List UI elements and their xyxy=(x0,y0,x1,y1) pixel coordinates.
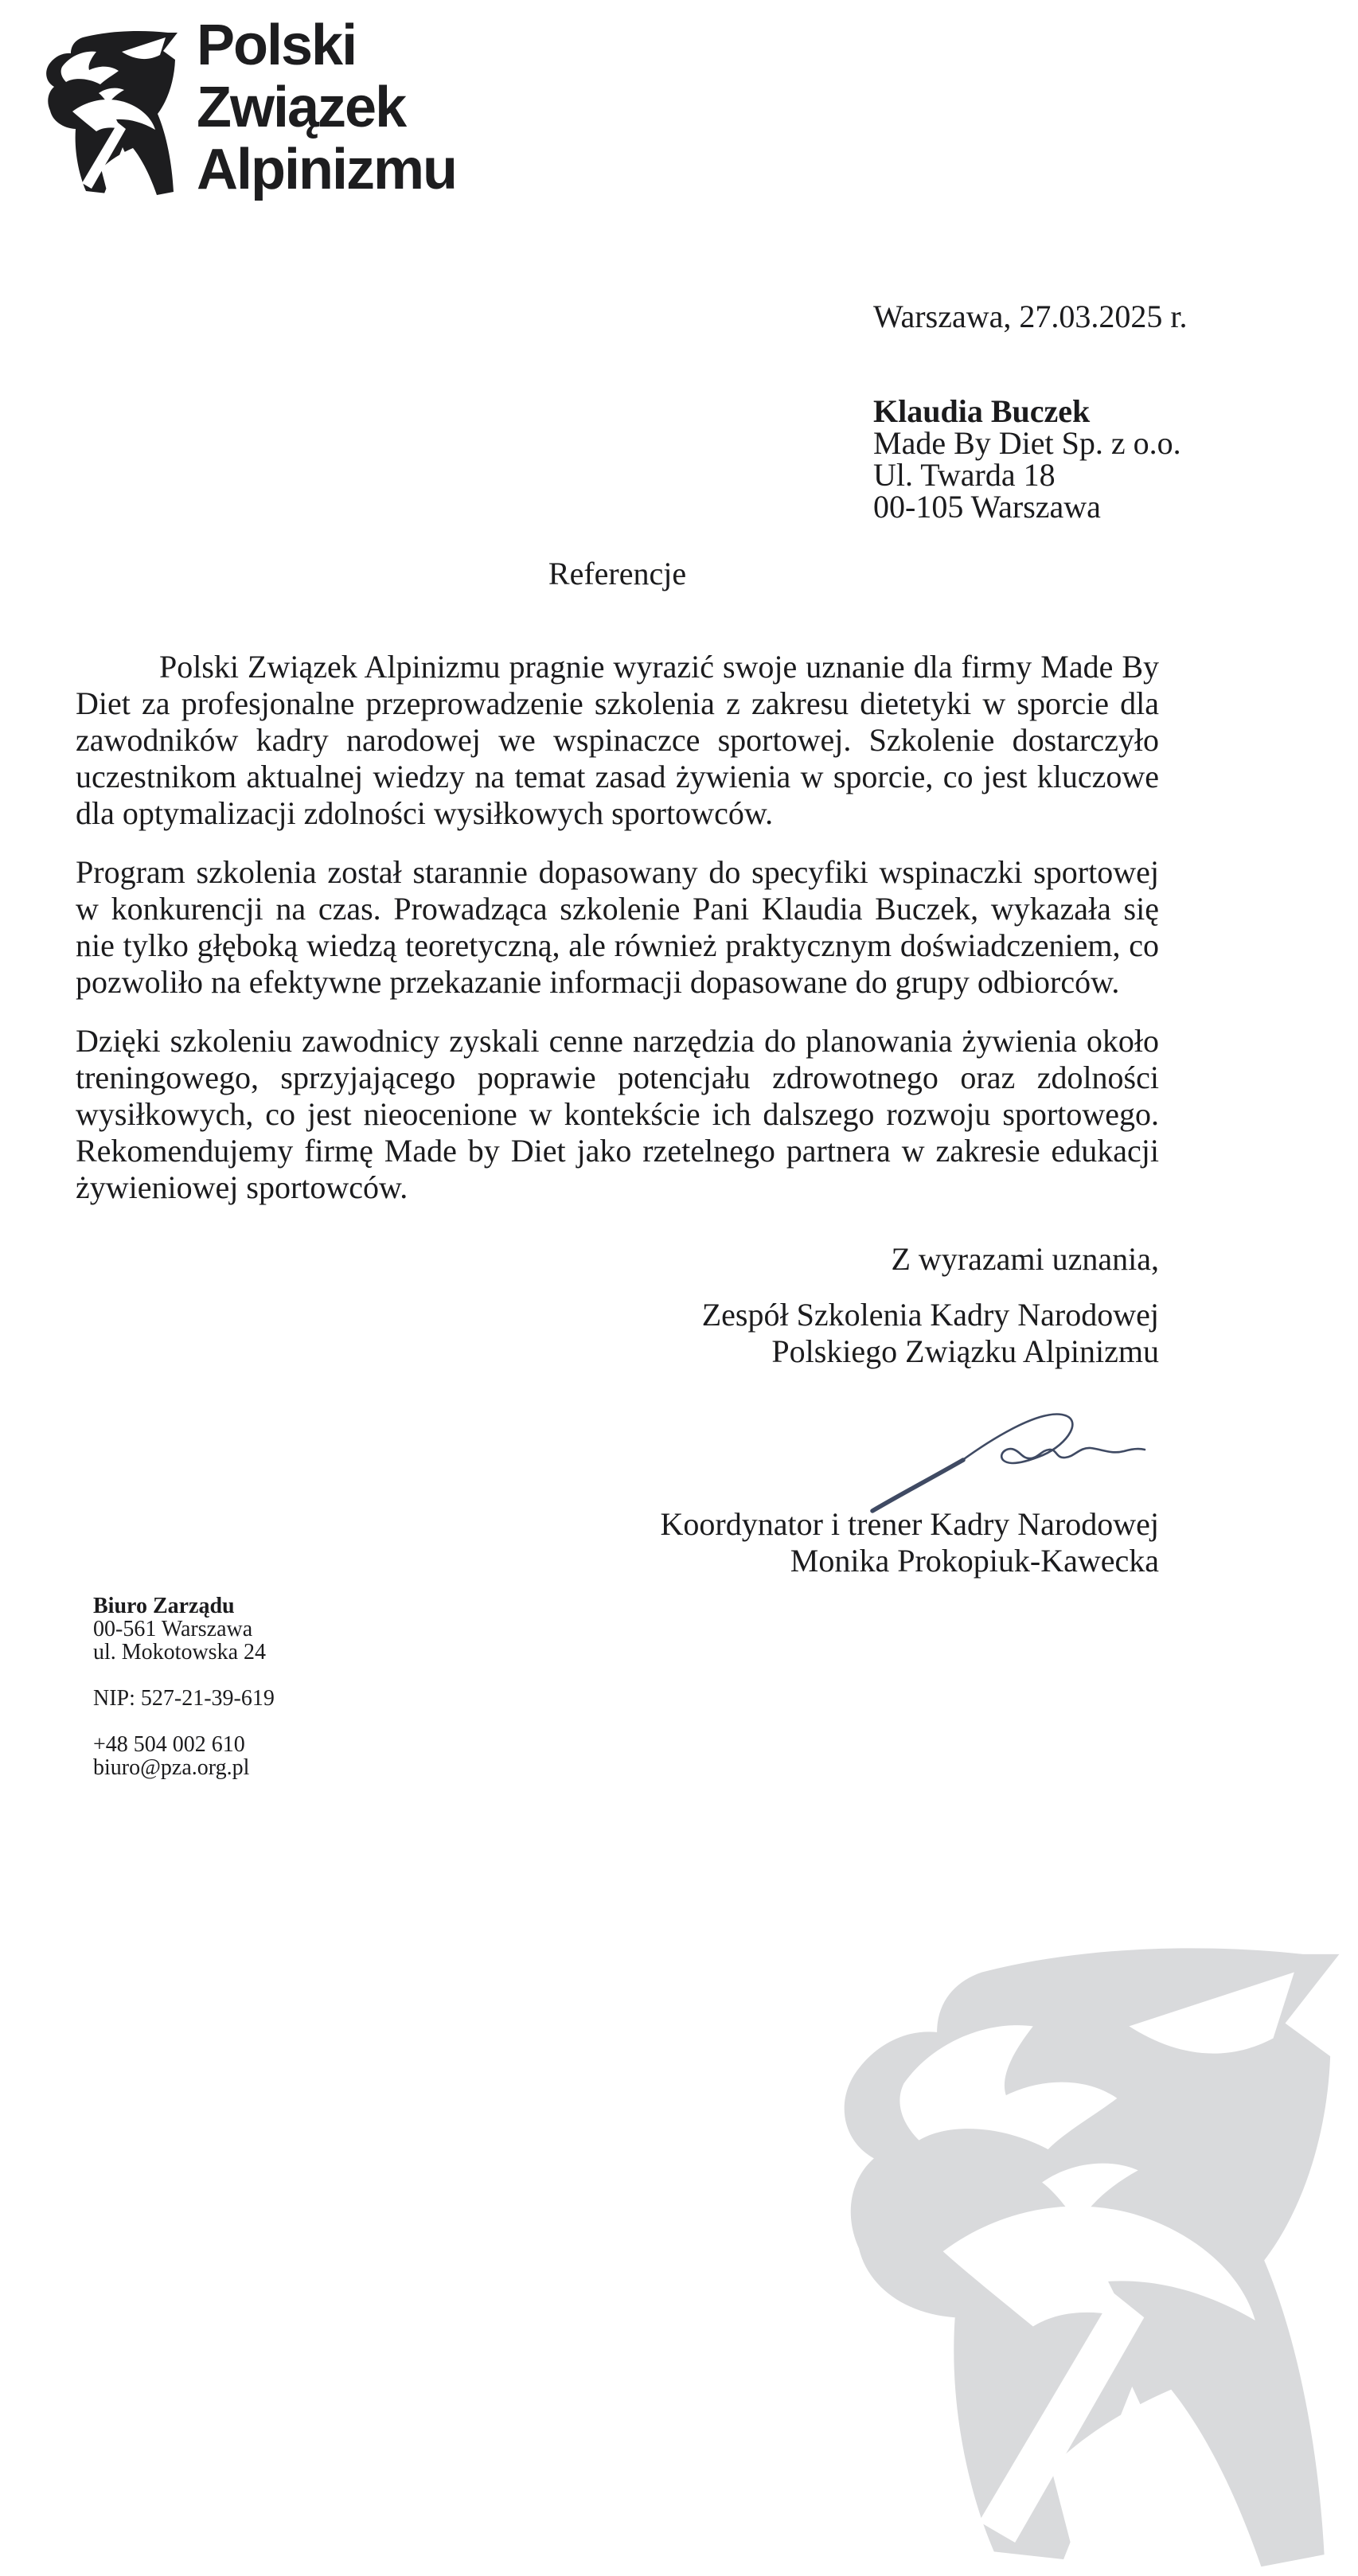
footer-postal: 00-561 Warszawa xyxy=(93,1617,253,1641)
pza-wordmark-line2: Związek xyxy=(197,76,406,139)
paragraph-2: Program szkolenia został starannie dopasowany do specyfiki wspinaczki sportowej w konkurencji na czas. Prowadząca szkolenie Pani Klaudia Buczek, wykazała się nie tylko głęboką wiedzą teoretyczną, ale również praktycznym doświadczeniem, co pozwoliło na efektywne przekazanie informacji dopasowane do grupy odbiorców. xyxy=(76,854,1159,1000)
footer-phone: +48 504 002 610 xyxy=(93,1732,245,1757)
letter-date: Warszawa, 27.03.2025 r. xyxy=(873,299,1188,334)
closing-block xyxy=(76,1241,1159,1370)
signer-block xyxy=(76,1506,1159,1579)
pza-wordmark xyxy=(197,14,456,201)
pza-wordmark-line3: Alpinizmu xyxy=(197,138,456,201)
pza-logo xyxy=(40,14,456,201)
recipient-street: Ul. Twarda 18 xyxy=(873,457,1056,493)
closing-team-line2: Polskiego Związku Alpinizmu xyxy=(771,1333,1159,1369)
signer-name: Monika Prokopiuk-Kawecka xyxy=(790,1543,1159,1579)
footer-email: biuro@pza.org.pl xyxy=(93,1755,250,1780)
footer-contact-group xyxy=(93,1733,275,1779)
handwritten-signature xyxy=(866,1406,1149,1519)
closing-salutation: Z wyrazami uznania, xyxy=(891,1241,1159,1277)
signer-role: Koordynator i trener Kadry Narodowej xyxy=(660,1506,1159,1542)
closing-team-line1: Zespół Szkolenia Kadry Narodowej xyxy=(701,1297,1159,1333)
footer-street: ul. Mokotowska 24 xyxy=(93,1640,266,1665)
recipient-block xyxy=(873,393,1181,525)
recipient-city: 00-105 Warszawa xyxy=(873,489,1101,525)
footer-address-group xyxy=(93,1594,275,1664)
paragraph-1: Polski Związek Alpinizmu pragnie wyrazić swoje uznanie dla firmy Made By Diet za profesjonalne przeprowadzenie szkolenia z zakresu dietetyki w sporcie dla zawodników kadry narodowej we wspinaczce sportowej. Szkolenie dostarczyło uczestnikom aktualnej wiedzy na temat zasad żywienia w sporcie, co jest kluczowe dla optymalizacji zdolności wysiłkowych sportowców. xyxy=(76,649,1159,831)
pza-logo-watermark-icon xyxy=(820,1939,1345,2576)
recipient-name: Klaudia Buczek xyxy=(873,393,1091,429)
footer-contact-block xyxy=(93,1594,275,1802)
footer-office-label: Biuro Zarządu xyxy=(93,1594,235,1618)
footer-nip: NIP: 527-21-39-619 xyxy=(93,1686,275,1711)
letter-body xyxy=(76,649,1159,1228)
pza-wordmark-line1: Polski xyxy=(197,14,357,77)
recipient-company: Made By Diet Sp. z o.o. xyxy=(873,425,1181,461)
pza-eagle-ice-axe-icon xyxy=(40,29,179,197)
paragraph-3: Dzięki szkoleniu zawodnicy zyskali cenne narzędzia do planowania żywienia około treningowego, sprzyjającego poprawie potencjału zdrowotnego oraz zdolności wysiłkowych, co jest nieocenione w kontekście ich dalszego rozwoju sportowego. Rekomendujemy firmę Made by Diet jako rzetelnego partnera w zakresie edukacji żywieniowej sportowców. xyxy=(76,1023,1159,1205)
letter-title: Referencje xyxy=(548,556,687,591)
